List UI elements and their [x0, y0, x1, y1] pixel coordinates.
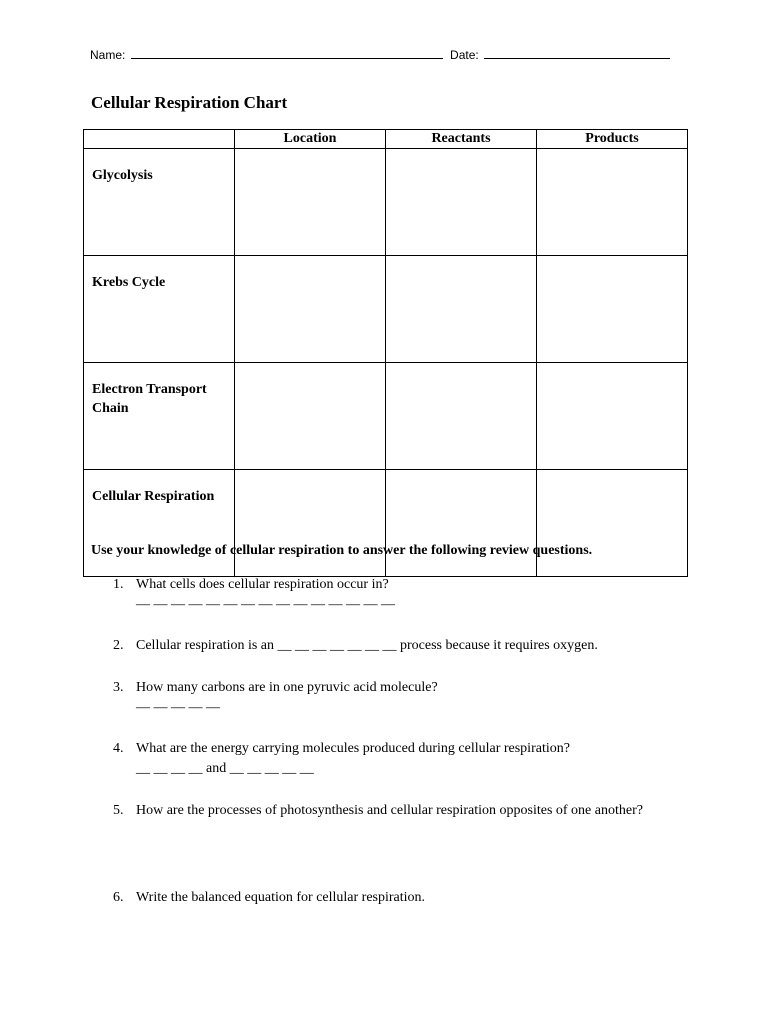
question-text: What are the energy carrying molecules produced during cellular respiration? [136, 741, 570, 756]
row-label-electron-transport-chain: Electron Transport Chain [84, 363, 235, 470]
answer-blank[interactable]: __ __ __ __ and __ __ __ __ __ [136, 761, 314, 776]
table-cell[interactable] [537, 149, 688, 256]
question-number: 5. [113, 803, 124, 818]
question-number: 3. [113, 680, 124, 695]
table-cell[interactable] [235, 256, 386, 363]
column-header-blank [84, 130, 235, 149]
answer-blank[interactable]: — — — — — [136, 700, 220, 715]
table-cell[interactable] [235, 149, 386, 256]
date-field[interactable] [484, 46, 670, 59]
page-title: Cellular Respiration Chart [91, 93, 288, 112]
question-4 [113, 739, 570, 779]
row-label-krebs-cycle: Krebs Cycle [84, 256, 235, 363]
column-header-products: Products [537, 130, 688, 149]
table-cell[interactable] [537, 470, 688, 577]
question-text: What cells does cellular respiration occur in? [136, 577, 389, 592]
table-cell[interactable] [386, 149, 537, 256]
table-cell[interactable] [386, 470, 537, 577]
table-row [84, 256, 688, 363]
column-header-location: Location [235, 130, 386, 149]
question-6 [113, 888, 425, 908]
question-text: Write the balanced equation for cellular respiration. [136, 890, 426, 905]
question-number: 4. [113, 741, 124, 756]
answer-blank[interactable]: — — — — — — — — — — — — — — — [136, 597, 395, 612]
table-cell[interactable] [235, 363, 386, 470]
question-number: 1. [113, 577, 124, 592]
table-row [84, 363, 688, 470]
table-cell[interactable] [537, 363, 688, 470]
date-label: Date: [450, 48, 479, 62]
table-header-row [84, 130, 688, 149]
question-text: Cellular respiration is an __ __ __ __ __ __ __ process because it requires oxygen. [136, 638, 598, 653]
question-text: How many carbons are in one pyruvic acid molecule? [136, 680, 438, 695]
name-field[interactable] [131, 46, 443, 59]
table-row [84, 149, 688, 256]
question-1 [113, 575, 395, 615]
row-label-cellular-respiration: Cellular Respiration [84, 470, 235, 577]
question-number: 2. [113, 638, 124, 653]
name-label: Name: [90, 48, 126, 62]
question-2 [113, 636, 598, 656]
header-line [90, 46, 674, 62]
table-cell[interactable] [537, 256, 688, 363]
question-5 [113, 801, 646, 821]
respiration-chart [83, 129, 688, 577]
table-cell[interactable] [235, 470, 386, 577]
row-label-glycolysis: Glycolysis [84, 149, 235, 256]
instructions: Use your knowledge of cellular respiration to answer the following review questions. [91, 543, 593, 558]
question-text: How are the processes of photosynthesis and cellular respiration opposites of one another? [136, 803, 643, 818]
column-header-reactants: Reactants [386, 130, 537, 149]
table-cell[interactable] [386, 256, 537, 363]
table-row [84, 470, 688, 577]
table-cell[interactable] [386, 363, 537, 470]
question-3 [113, 678, 438, 718]
question-number: 6. [113, 890, 124, 905]
